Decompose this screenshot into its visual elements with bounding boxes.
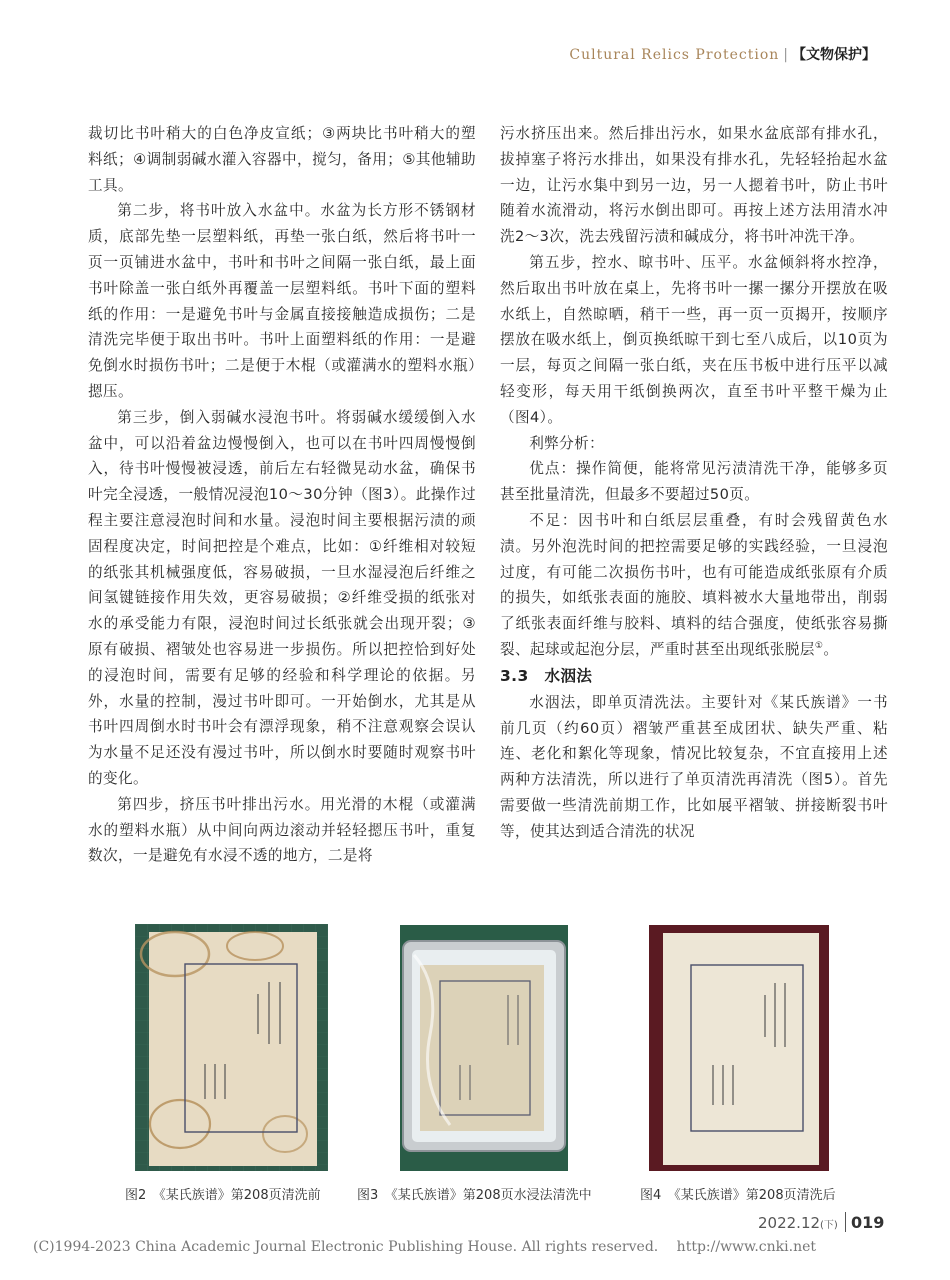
figure-4-caption: 图4 《某氏族谱》第208页清洗后	[640, 1188, 836, 1203]
issue-date-suffix: (下)	[820, 1220, 838, 1231]
paragraph: 第四步，挤压书叶排出污水。用光滑的木棍（或灌满水的塑料水瓶）从中间向两边滚动并轻轻摁压书叶，重复数次，一是避免有水浸不透的地方，二是将	[88, 795, 476, 865]
copyright-notice: (C)1994-2023 China Academic Journal Electronic Publishing House. All rights reserved. http://www.cnki.net	[33, 1239, 817, 1255]
figure-3-photo	[400, 925, 568, 1171]
header-separator: |	[783, 47, 788, 63]
paragraph: 污水挤压出来。然后排出污水，如果水盆底部有排水孔，拔掉塞子将污水排出，如果没有排水孔，先轻轻抬起水盆一边，让污水集中到另一边，另一人摁着书叶，防止书叶随着水流滑动，将污水倒出即可。再按上述方法用清水冲洗2～3次，洗去残留污渍和碱成分，将书叶冲洗干净。	[500, 125, 888, 246]
figure-3-image	[400, 925, 568, 1171]
footnote-marker: ①	[814, 641, 824, 652]
left-column	[88, 121, 476, 869]
issue-date-value: 2022.12	[758, 1214, 821, 1232]
issue-date	[758, 1214, 838, 1232]
paragraph: 第三步，倒入弱碱水浸泡书叶。将弱碱水缓缓倒入水盆中，可以沿着盆边慢慢倒入，也可以在书叶四周慢慢倒入，待书叶慢慢被浸透，前后左右轻微晃动水盆，确保书叶完全浸透，一般情况浸泡10～30分钟（图3）。此操作过程主要注意浸泡时间和水量。浸泡时间主要根据污渍的顽固程度决定，时间把控是个难点，比如：①纤维相对较短的纸张其机械强度低，容易破损，一旦水湿浸泡后纤维之间氢键链接作用失效，更容易破损；②纤维受损的纸张对水的承受能力有限，浸泡时间过长纸张就会出现开裂；③原有破损、褶皱处也容易进一步损伤。所以把控恰到好处的浸泡时间，需要有足够的经验和科学理论的依据。另外，水量的控制，漫过书叶即可。一开始倒水，尤其是从书叶四周倒水时书叶会有漂浮现象，稍不注意观察会误认为水量不足还没有漫过书叶，所以倒水时要随时观察书叶的变化。	[88, 408, 476, 787]
paragraph: 优点：操作简便，能将常见污渍清洗干净，能够多页甚至批量清洗，但最多不要超过50页。	[500, 460, 888, 504]
paragraph	[500, 508, 888, 663]
figure-4-photo	[649, 925, 829, 1171]
paragraph: 水洇法，即单页清洗法。主要针对《某氏族谱》一书前几页（约60页）褶皱严重甚至成团状、缺失严重、粘连、老化和絮化等现象，情况比较复杂，不宜直接用上述两种方法清洗，所以进行了单页清洗再清洗（图5）。首先需要做一些清洗前期工作，比如展平褶皱、拼接断裂书叶等，使其达到适合清洗的状况	[500, 693, 888, 840]
paragraph: 第二步，将书叶放入水盆中。水盆为长方形不锈钢材质，底部先垫一层塑料纸，再垫一张白纸，然后将书叶一页一页铺进水盆中，书叶和书叶之间隔一张白纸，最上面书叶除盖一张白纸外再覆盖一层塑料纸。书叶下面的塑料纸的作用：一是避免书叶与金属直接接触造成损伤；二是清洗完毕便于取出书叶。书叶上面塑料纸的作用：一是避免倒水时损伤书叶；二是便于木棍（或灌满水的塑料水瓶）摁压。	[88, 202, 476, 400]
paragraph-text: 不足：因书叶和白纸层层重叠，有时会残留黄色水渍。另外泡洗时间的把控需要足够的实践经验，一旦浸泡过度，有可能二次损伤书叶，也有可能造成纸张原有介质的损失，如纸张表面的施胶、填料被水大量地带出，削弱了纸张表面纤维与胶料、填料的结合强度，使纸张容易撕裂、起球或起泡分层，严重时甚至出现纸张脱层	[500, 511, 888, 658]
page-number: 019	[851, 1213, 885, 1232]
paragraph: 利弊分析：	[529, 434, 605, 452]
figure-2-photo	[135, 924, 328, 1171]
footer-divider	[845, 1212, 846, 1232]
section-heading: 3.3 水洇法	[500, 666, 593, 685]
figure-4-image	[649, 925, 829, 1171]
figure-2-image	[135, 924, 328, 1171]
figure-2-caption: 图2 《某氏族谱》第208页清洗前	[125, 1188, 321, 1203]
journal-name: Cultural Relics Protection	[569, 47, 780, 63]
paragraph: 第五步，控水、晾书叶、压平。水盆倾斜将水控净，然后取出书叶放在桌上，先将书叶一摞一摞分开摆放在吸水纸上，自然晾晒，稍干一些，再一页一页揭开，按顺序摆放在吸水纸上，倒页换纸晾干到七至八成后，以10页为一层，每页之间隔一张白纸，夹在压书板中进行压平以减轻变形，每天用干纸倒换两次，直至书叶平整干燥为止（图4）。	[500, 253, 888, 426]
right-column	[500, 121, 888, 845]
paragraph: 裁切比书叶稍大的白色净皮宣纸；③两块比书叶稍大的塑料纸；④调制弱碱水灌入容器中，搅匀，备用；⑤其他辅助工具。	[88, 125, 476, 194]
running-header	[0, 44, 876, 64]
figure-3-caption: 图3 《某氏族谱》第208页水浸法清洗中	[357, 1188, 592, 1203]
section-label: 【文物保护】	[792, 47, 876, 63]
paragraph-end: 。	[823, 640, 839, 658]
